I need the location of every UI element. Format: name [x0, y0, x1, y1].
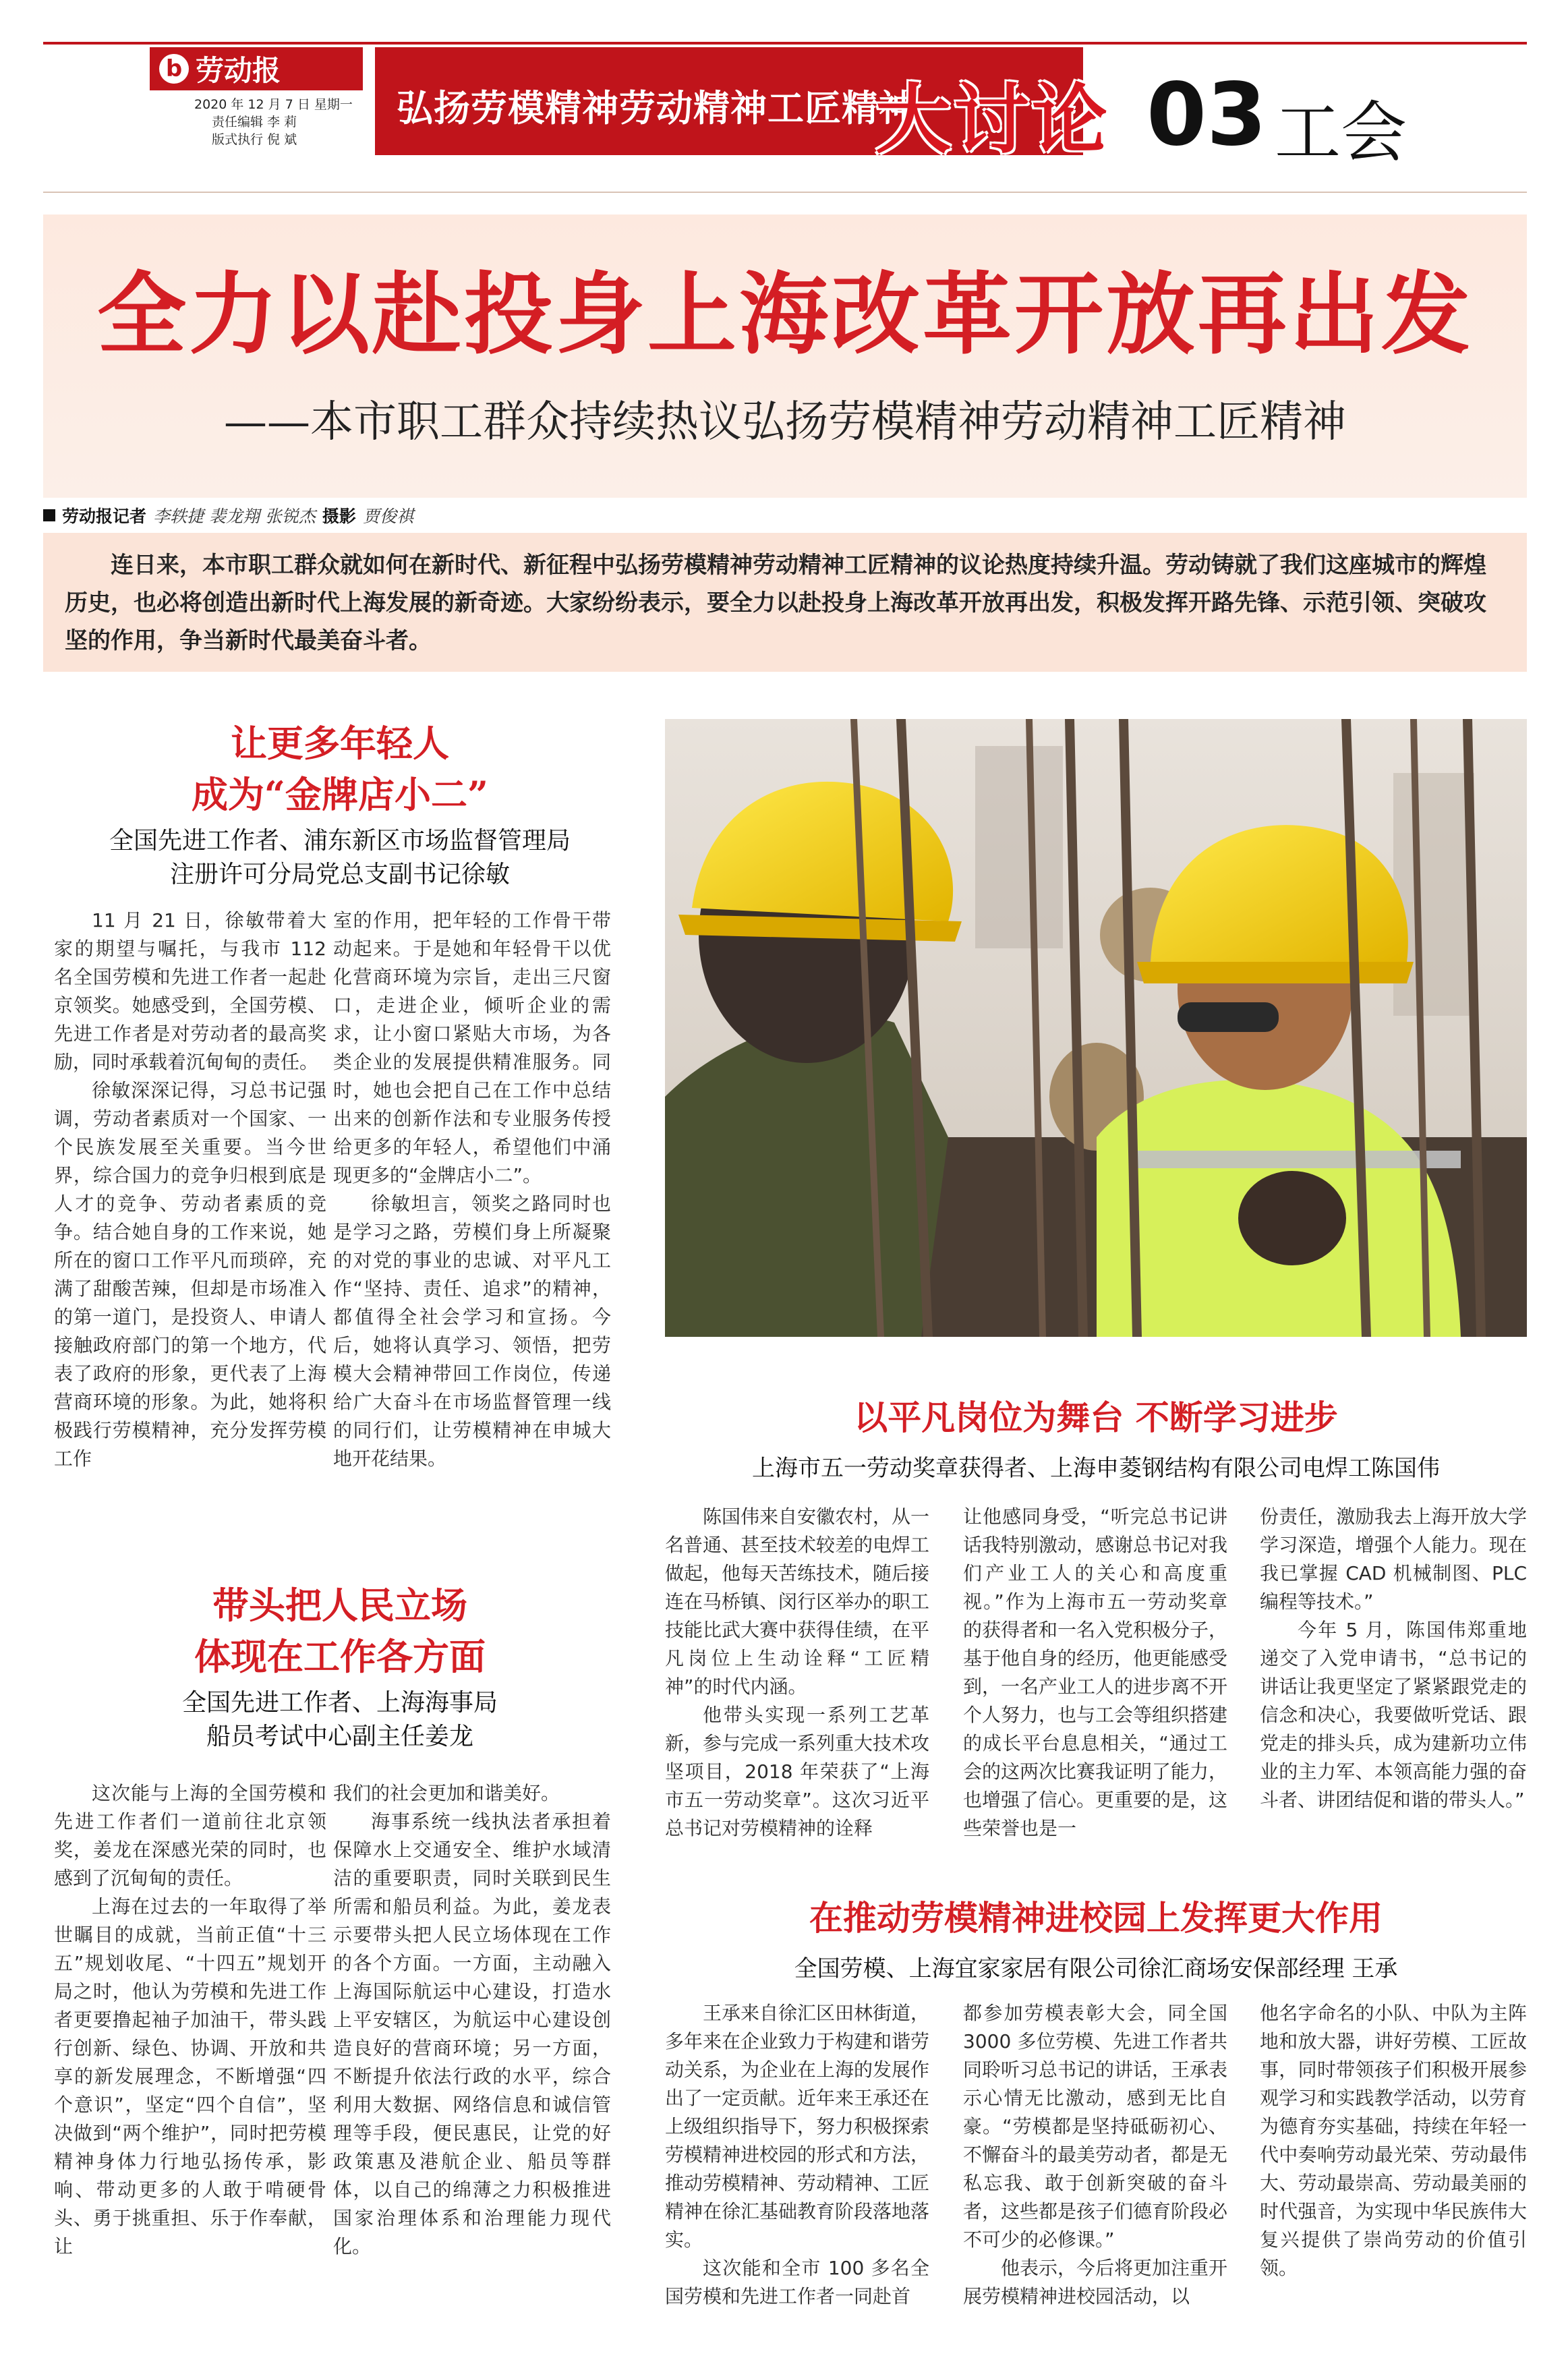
sub-headline: ——本市职工群众持续热议弘扬劳模精神劳动精神工匠精神: [224, 397, 1346, 447]
article-1-title-line-2: 成为“金牌店小二”: [191, 773, 489, 816]
article-4-column-2: [963, 1999, 1227, 2311]
paragraph: 11 月 21 日，徐敏带着大家的期望与嘱托，与我市 112 名全国劳模和先进工作者一起赴京领奖。她感受到，全国劳模、先进工作者是对劳动者的最高奖励，同时承载着沉甸甸的责任。: [54, 909, 326, 1073]
article-1-column-2: [333, 907, 611, 1473]
article-3-column-2: [963, 1503, 1227, 1843]
article-3-title: 以平凡岗位为舞台 不断学习进步: [854, 1398, 1338, 1437]
main-headline: 全力以赴投身上海改革开放再出发: [97, 262, 1473, 367]
paragraph: 让他感同身受，“听完总书记讲话我特别激动，感谢总书记对我们产业工人的关心和高度重视。”作为上海市五一劳动奖章的获得者和一名入党积极分子，基于他自身的经历，他更能感受到，一名产业工人的进步离不开个人努力，也与工会等组织搭建的成长平台息息相关，“通过工会的这两次比赛我证明了能力，也增强了信心。更重要的是，这些荣誉也是一: [963, 1505, 1228, 1839]
byline: [43, 503, 413, 527]
paragraph: 陈国伟来自安徽农村，从一名普通、甚至技术较差的电焊工做起，他每天苦练技术，随后接连在马桥镇、闵行区举办的职工技能比武大赛中获得佳绩，在平凡岗位上生动诠释“工匠精神”的时代内涵。: [665, 1505, 930, 1698]
article-1-subtitle-line-2: 注册许可分局党总支副书记徐敏: [169, 861, 510, 888]
paragraph: 今年 5 月，陈国伟郑重地递交了入党申请书，“总书记的讲话让我更坚定了紧紧跟党走的信念和决心，我要做听党话、跟党走的排头兵，成为建新功立伟业的主力军、本领高能力强的奋斗者、讲团结促和谐的带头人。”: [1260, 1619, 1527, 1811]
article-4-column-3: [1260, 1999, 1527, 2282]
article-2-subtitle: [43, 1686, 637, 1754]
article-3-column-1: [665, 1503, 929, 1843]
paragraph: 室的作用，把年轻的工作骨干带动起来。于是她和年轻骨干以优化营商环境为宗旨，走出三尺窗口，走进企业，倾听企业的需求，让小窗口紧贴大市场，为各类企业的发展提供精准服务。同时，她也会把自己在工作中总结出来的创新作法和专业服务传授给更多的年轻人，希望他们中涌现更多的“金牌店小二”。: [333, 909, 611, 1186]
article-3-subtitle: 上海市五一劳动奖章获得者、上海申菱钢结构有限公司电焊工陈国伟: [752, 1455, 1440, 1482]
logo-icon: b: [159, 54, 189, 84]
photo-label: 摄影: [322, 507, 356, 526]
paragraph: 上海在过去的一年取得了举世瞩目的成就，当前正值“十三五”规划收尾、“十四五”规划开局之时，他认为劳模和先进工作者更要撸起袖子加油干，带头践行创新、绿色、协调、开放和共享的新发展理念，不断增强“四个意识”，坚定“四个自信”，坚决做到“两个维护”，同时把劳模精神身体力行地弘扬传承，影响、带动更多的人敢于啃硬骨头、勇于挑重担、乐于作奉献，让: [54, 1895, 326, 2258]
paragraph: 这次能和全市 100 多名全国劳模和先进工作者一同赴首: [665, 2257, 929, 2307]
lead-paragraph: 连日来，本市职工群众就如何在新时代、新征程中弘扬劳模精神劳动精神工匠精神的议论热度持续升温。劳动铸就了我们这座城市的辉煌历史，也必将创造出新时代上海发展的新奇迹。大家纷纷表示，要全力以赴投身上海改革开放再出发，积极发挥开路先锋、示范引领、突破攻坚的作用，争当新时代最美奋斗者。: [65, 552, 1486, 654]
article-2-column-1: [54, 1779, 326, 2261]
article-2-subtitle-line-1: 全国先进工作者、上海海事局: [181, 1689, 498, 1717]
paragraph: 海事系统一线执法者承担着保障水上交通安全、维护水域清洁的重要职责，同时关联到民生所需和船员利益。为此，姜龙表示要带头把人民立场体现在工作的各个方面。一方面，主动融入上海国际航运中心建设，打造水上平安辖区，为航运中心建设创造良好的营商环境；另一方面，不断提升依法行政的水平，综合利用大数据、网络信息和诚信管理等手段，便民惠民，让党的好政策惠及港航企业、船员等群体，以自己的绵薄之力积极推进国家治理体系和治理能力现代化。: [333, 1810, 611, 2258]
reporter-label: 劳动报记者: [62, 507, 147, 526]
article-2-title-line-1: 带头把人民立场: [212, 1584, 467, 1627]
article-4-title: 在推动劳模精神进校园上发挥更大作用: [809, 1898, 1383, 1938]
campaign-text: 弘扬劳模精神劳动精神工匠精神: [397, 87, 916, 130]
logo-text: 劳动报: [196, 54, 281, 87]
paragraph: 他表示，今后将更加注重开展劳模精神进校园活动，以: [963, 2257, 1228, 2307]
article-3-column-3: [1260, 1503, 1527, 1814]
paragraph: 这次能与上海的全国劳模和先进工作者们一道前往北京领奖，姜龙在深感光荣的同时，也感到了沉甸甸的责任。: [54, 1782, 326, 1889]
campaign-emphasis: 大讨论: [875, 76, 1110, 164]
paragraph: 徐敏坦言，领奖之路同时也是学习之路，劳模们身上所凝聚的对党的事业的忠诚、对平凡工作“坚持、责任、追求”的精神，都值得全社会学习和宣扬。今后，她将认真学习、领悟，把劳模大会精神带回工作岗位，传递给广大奋斗在市场监督管理一线的同行们，让劳模精神在申城大地开花结果。: [333, 1193, 611, 1470]
article-2-title-line-2: 体现在工作各方面: [194, 1635, 486, 1678]
byline-square-icon: [43, 509, 55, 521]
page-number: 03: [1146, 65, 1267, 165]
article-1-subtitle-line-1: 全国先进工作者、浦东新区市场监督管理局: [109, 827, 571, 855]
article-2-title: [43, 1580, 637, 1682]
paragraph: 王承来自徐汇区田林街道，多年来在企业致力于构建和谐劳动关系，为企业在上海的发展作出了一定贡献。近年来王承还在上级组织指导下，努力积极探索劳模精神进校园的形式和方法，推动劳模精神、劳动精神、工匠精神在徐汇基础教育阶段落地落实。: [665, 2002, 930, 2251]
photo-illustration: [665, 719, 1527, 1337]
layout-credit: 版式执行 倪 斌: [212, 132, 297, 147]
issue-date: 2020 年 12 月 7 日 星期一: [194, 97, 353, 112]
reporter-names: 李轶捷 裴龙翔 张锐杰: [153, 507, 316, 526]
article-4-column-1: [665, 1999, 929, 2311]
construction-workers-photo: [665, 719, 1527, 1337]
article-2-subtitle-line-2: 船员考试中心副主任姜龙: [206, 1723, 473, 1750]
article-1-subtitle: [43, 824, 637, 892]
editor-credit: 责任编辑 李 莉: [212, 115, 297, 130]
paragraph: 他带头实现一系列工艺革新，参与完成一系列重大技术攻坚项目，2018 年荣获了“上海市五一劳动奖章”。这次习近平总书记对劳模精神的诠释: [665, 1704, 930, 1839]
article-4-subtitle: 全国劳模、上海宜家家居有限公司徐汇商场安保部经理 王承: [794, 1955, 1398, 1982]
photographer-name: 贾俊祺: [362, 507, 413, 526]
paragraph: 我们的社会更加和谐美好。: [333, 1782, 560, 1804]
article-1-title: [43, 718, 637, 820]
issue-info: [194, 96, 353, 148]
section-name: 工会: [1275, 94, 1407, 171]
article-1-title-line-1: 让更多年轻人: [231, 722, 449, 765]
paragraph: 都参加劳模表彰大会，同全国 3000 多位劳模、先进工作者共同聆听习总书记的讲话，王承表示心情无比激动，感到无比自豪。“劳模都是坚持砥砺初心、不懈奋斗的最美劳动者，都是无私忘我、敢于创新突破的奋斗者，这些都是孩子们德育阶段必不可少的必修课。”: [963, 2002, 1228, 2251]
header-rule: [43, 192, 1527, 193]
top-rule: [43, 42, 1527, 45]
paragraph: 他名字命名的小队、中队为主阵地和放大器，讲好劳模、工匠故事，同时带领孩子们积极开展参观学习和实践教学活动，以劳育为德育夯实基础，持续在年轻一代中奏响劳动最光荣、劳动最伟大、劳动最崇高、劳动最美丽的时代强音，为实现中华民族伟大复兴提供了崇尚劳动的价值引领。: [1260, 2002, 1527, 2279]
paragraph: 徐敏深深记得，习总书记强调，劳动者素质对一个国家、一个民族发展至关重要。当今世界，综合国力的竞争归根到底是人才的竞争、劳动者素质的竞争。结合她自身的工作来说，她所在的窗口工作平凡而琐碎，充满了甜酸苦辣，但却是市场准入的第一道门，是投资人、申请人接触政府部门的第一个地方，代表了政府的形象，更代表了上海营商环境的形象。为此，她将积极践行劳模精神，充分发挥劳模工作: [54, 1079, 326, 1470]
paragraph: 份责任，激励我去上海开放大学学习深造，增强个人能力。现在我已掌握 CAD 机械制图、PLC 编程等技术。”: [1260, 1505, 1527, 1613]
newspaper-logo: [150, 47, 363, 90]
article-2-column-2: [333, 1779, 611, 2261]
article-1-column-1: [54, 907, 326, 1473]
